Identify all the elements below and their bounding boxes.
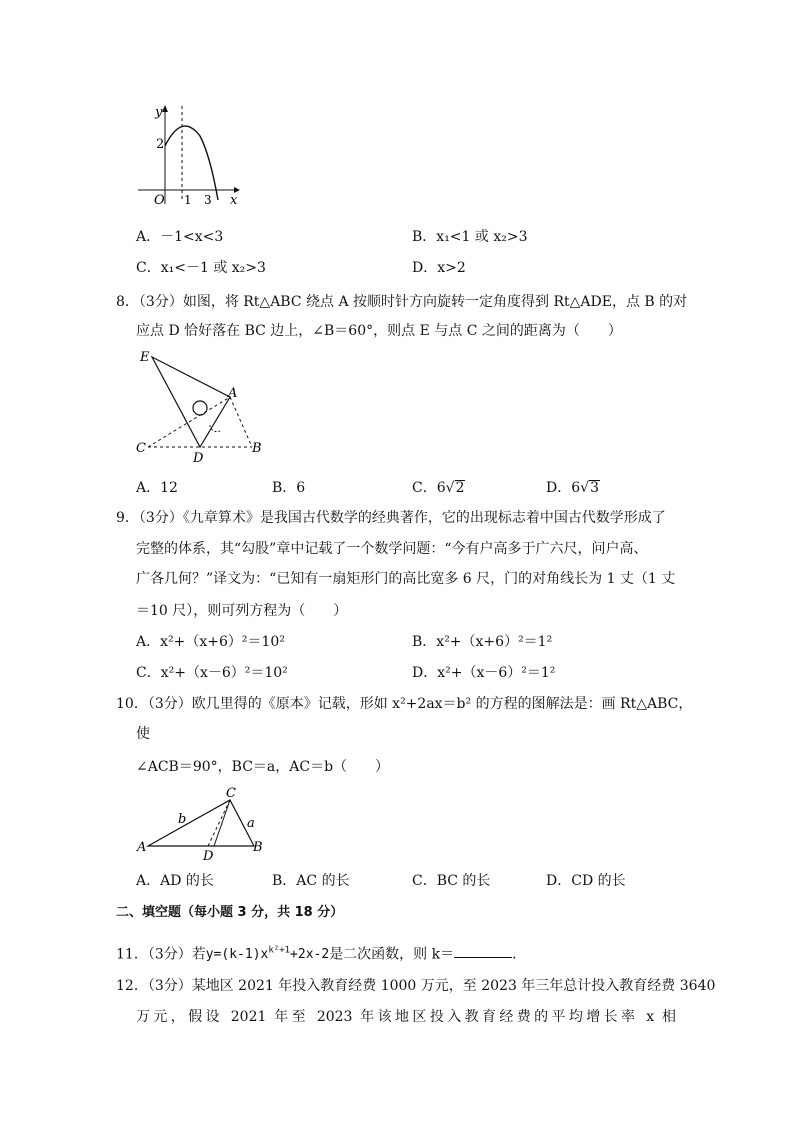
- q9-option-c[interactable]: [136, 663, 288, 683]
- q11-formula-base: y=(k-1)x: [205, 947, 269, 963]
- q8-option-b[interactable]: [272, 478, 305, 498]
- q9-option-d[interactable]: [412, 663, 555, 683]
- q8-option-a-label: A．: [136, 480, 161, 496]
- q10-option-d-label: D．: [546, 873, 572, 889]
- q8-option-c-label: C．: [412, 480, 437, 496]
- q10-option-b-text: AC 的长: [296, 873, 350, 889]
- q9-stem-line-2: 完整的体系，其“勾股”章中记载了一个数学问题：“今有户高多于广六尺，问户高、: [136, 541, 648, 557]
- fig8-label-d: D: [193, 451, 204, 465]
- fig10-label-c: C: [226, 786, 236, 801]
- q9-option-c-text: x²+（x－6）²＝10²: [160, 665, 288, 681]
- graph-tick-2: 2: [156, 137, 165, 152]
- q7-parabola-graph: [130, 100, 245, 210]
- q9-stem-line-3: 广各几何？”译文为：“已知有一扇矩形门的高比宽多 6 尺，门的对角线长为 1 丈（1 丈: [136, 571, 676, 587]
- q7-option-a[interactable]: [136, 227, 223, 247]
- q7-option-c[interactable]: [136, 258, 266, 278]
- q8-option-d-label: D．: [546, 480, 572, 496]
- q10-option-a-text: AD 的长: [160, 873, 214, 889]
- q8-option-d-radicand: 3: [590, 480, 599, 496]
- q7-option-a-text: －1<x<3: [160, 229, 224, 245]
- q9-option-a-text: x²+（x+6）²＝10²: [160, 634, 285, 650]
- q11-stem: [116, 941, 526, 965]
- q10-option-b-label: B．: [272, 873, 297, 889]
- q7-option-d-label: D．: [412, 260, 438, 276]
- q9-option-a-label: A．: [136, 634, 161, 650]
- q10-option-c[interactable]: [412, 871, 490, 891]
- q10-option-c-text: BC 的长: [436, 873, 491, 889]
- q10-option-d[interactable]: [546, 871, 626, 891]
- q11-end: ．: [512, 946, 527, 963]
- q7-option-b-text: x₁<1 或 x₂>3: [436, 229, 528, 245]
- q10-stem-line-2: 使: [136, 726, 150, 742]
- q7-option-b-label: B．: [412, 229, 437, 245]
- fig10-label-side-b: b: [178, 812, 187, 827]
- q8-triangle-figure: [130, 345, 270, 465]
- graph-origin-label: O: [154, 193, 165, 208]
- q11-suffix: 是二次函数，则 k＝: [329, 946, 455, 963]
- q9-option-d-text: x²+（x－6）²＝1²: [437, 665, 556, 681]
- q8-option-b-text: 6: [296, 480, 306, 496]
- fig10-label-d: D: [203, 849, 214, 864]
- q12-stem-line-1: 12．（3分）某地区 2021 年投入教育经费 1000 万元，至 2023 年三年总计投入教育经费 3640: [116, 978, 716, 994]
- q10-option-d-text: CD 的长: [571, 873, 626, 889]
- q8-option-d[interactable]: [546, 478, 600, 498]
- fig8-label-a: A: [228, 386, 238, 401]
- q7-option-b[interactable]: [412, 227, 528, 247]
- sqrt-icon: √: [580, 480, 590, 496]
- q9-option-b[interactable]: [412, 632, 552, 652]
- fig10-label-side-a: a: [247, 816, 255, 831]
- q8-option-c-coef: 6: [436, 480, 446, 496]
- q8-option-c-radicand: 2: [455, 480, 465, 496]
- q8-stem-line-2: 应点 D 恰好落在 BC 边上，∠B＝60°，则点 E 与点 C 之间的距离为（ ）: [136, 323, 622, 339]
- section-2-heading: 二、填空题（每小题 3 分，共 18 分）: [116, 905, 344, 920]
- graph-tick-3: 3: [204, 193, 212, 207]
- q7-option-a-label: A．: [136, 229, 161, 245]
- graph-y-label: y: [155, 105, 163, 120]
- q7-option-d-text: x>2: [437, 260, 466, 276]
- fig8-label-e: E: [140, 350, 150, 365]
- q11-answer-blank[interactable]: [454, 943, 512, 958]
- graph-x-label: x: [230, 193, 238, 208]
- q10-stem-line-1: 10．（3分）欧几里得的《原本》记载，形如 x²+2ax＝b² 的方程的图解法是：画 Rt△ABC，: [116, 696, 693, 712]
- fig10-label-vertex-a: A: [137, 840, 147, 855]
- q11-prefix: 11．（3分）若: [116, 946, 206, 963]
- fig8-label-b: B: [252, 441, 262, 456]
- q8-stem-line-1: 8．（3分）如图，将 Rt△ABC 绕点 A 按顺时针方向旋转一定角度得到 Rt△ADE，点 B 的对: [116, 294, 688, 310]
- fig8-label-c: C: [136, 441, 146, 456]
- q8-option-a[interactable]: [136, 478, 178, 498]
- q7-option-c-text: x₁<－1 或 x₂>3: [160, 260, 266, 276]
- q7-option-d[interactable]: [412, 258, 466, 278]
- q10-option-b[interactable]: [272, 871, 350, 891]
- q9-option-b-text: x²+（x+6）²＝1²: [436, 634, 553, 650]
- q7-option-c-label: C．: [136, 260, 161, 276]
- q9-option-c-label: C．: [136, 665, 161, 681]
- q9-option-a[interactable]: [136, 632, 285, 652]
- q9-option-b-label: B．: [412, 634, 437, 650]
- sqrt-icon: √: [445, 480, 455, 496]
- q9-stem-line-4: ＝10 尺），则可列方程为（ ）: [136, 603, 348, 619]
- q11-formula-tail: +2x-2: [290, 947, 330, 963]
- q8-option-d-coef: 6: [571, 480, 581, 496]
- q10-option-c-label: C．: [412, 873, 437, 889]
- q10-option-a[interactable]: [136, 871, 214, 891]
- q8-option-a-text: 12: [160, 480, 178, 496]
- q12-stem-line-2: 万元，假设 2021 年至 2023 年该地区投入教育经费的平均增长率 x 相: [136, 1009, 676, 1025]
- fig10-label-vertex-b: B: [253, 840, 263, 855]
- q8-option-c[interactable]: [412, 478, 465, 498]
- graph-tick-1: 1: [184, 193, 192, 207]
- q11-formula: [206, 947, 329, 962]
- q10-triangle-figure: [132, 785, 272, 865]
- q9-stem-line-1: 9．（3分）《九章算术》是我国古代数学的经典著作，它的出现标志着中国古代数学形成了: [116, 510, 666, 526]
- q9-option-d-label: D．: [412, 665, 438, 681]
- q11-formula-exponent: k²+1: [268, 946, 291, 956]
- q8-option-b-label: B．: [272, 480, 297, 496]
- q10-option-a-label: A．: [136, 873, 161, 889]
- q10-stem-line-3: ∠ACB＝90°，BC＝a，AC＝b（ ）: [136, 759, 390, 775]
